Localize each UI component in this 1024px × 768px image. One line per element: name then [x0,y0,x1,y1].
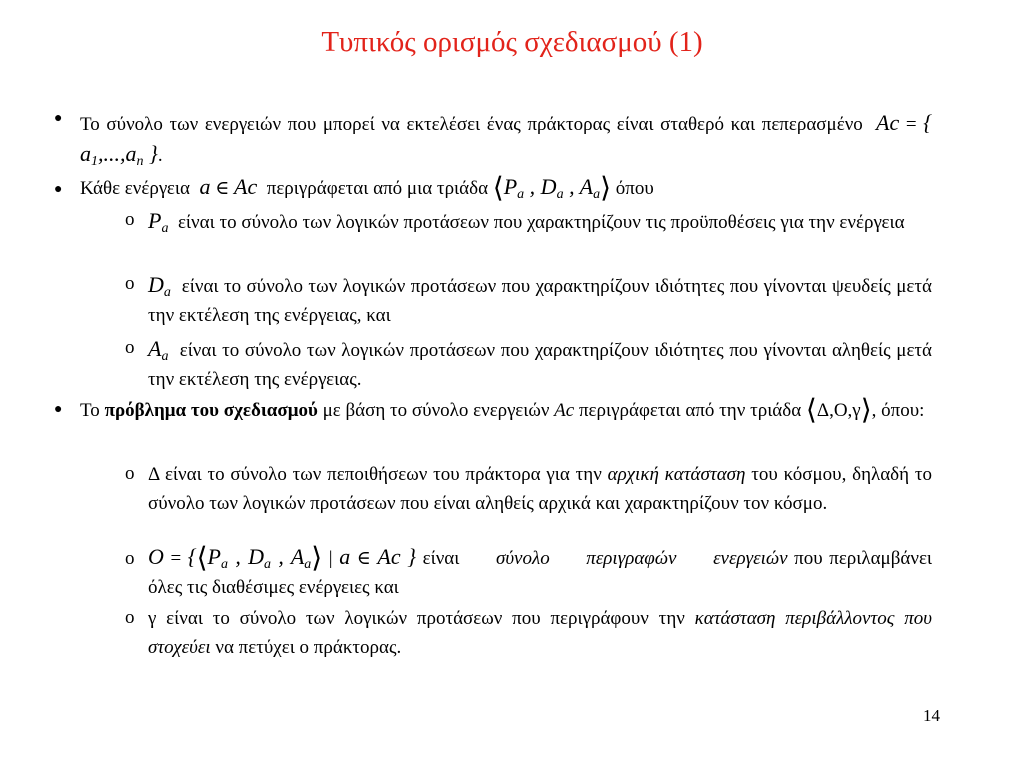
sub-item-pa: $P_a$ είναι το σύνολο των λογικών προτάσεων που χαρακτηρίζουν τις προϋποθέσεις για την ενέργεια [148,208,905,236]
sub-bullet-circle: o [125,337,135,358]
slide-title: Τυπικός ορισμός σχεδιασμού (1) [321,26,703,58]
sub-bullet-circle: o [125,607,135,628]
sub-bullet-circle: o [125,273,135,294]
planning-problem-term: πρόβλημα του σχεδιασμού [104,400,318,421]
bullet-dot: ● [54,111,63,126]
bullet-dot: ● [54,182,63,197]
bullet-3: Το πρόβλημα του σχεδιασμού με βάση το σύνολο ενεργειών Ac περιγράφεται από την τριάδα ⟨Δ,Ο,γ⟩, όπου: [80,395,925,426]
page-number: 14 [923,706,940,725]
sub-item-aa: $A_a$ είναι το σύνολο των λογικών προτάσεων που χαρακτηρίζουν ιδιότητες που γίνονται αληθείς μετά την εκτέλεση της ενέργειας. [148,336,933,390]
bullet-1-text: Το σύνολο των ενεργειών που μπορεί να εκτελέσει ένας πράκτορας είναι σταθερό και πεπερασμένο [80,114,863,135]
sub-bullet-circle: o [125,463,135,484]
sub-item-gamma: γ είναι το σύνολο των λογικών προτάσεων που περιγράφουν την κατάσταση περιβάλλοντος που στοχεύει να πετύχει ο πράκτορας. [148,608,933,658]
sub-bullet-circle: o [125,209,135,230]
ac-set-formula: Ac [876,110,900,135]
sub-item-da: $D_a$ είναι το σύνολο των λογικών προτάσεων που χαρακτηρίζουν ιδιότητες που γίνονται ψευδείς μετά την εκτέλεση της ενέργειας, και [148,272,933,326]
bullet-1: Το σύνολο των ενεργειών που μπορεί να εκτελέσει ένας πράκτορας είναι σταθερό και πεπερασμένο Ac = { $a_1,...,a_n$ }. [80,110,933,169]
sub-item-o: $O = \{⟨P_a$ , $D_a$ , $A_a⟩$ | a ∈ Ac } είναι σύνολο περιγραφών ενεργειών που περιλαμβάνει όλες τις διαθέσιμες ενέργειες και [148,543,933,598]
bullet-dot: ● [54,402,63,417]
bullet-2: Κάθε ενέργεια a ∈ Ac περιγράφεται από μια τριάδα $⟨P_a$ , $D_a$ , $A_a⟩$ όπου [80,173,654,204]
sub-item-delta: Δ είναι το σύνολο των πεποιθήσεων του πράκτορα για την αρχική κατάσταση του κόσμου, δηλαδή το σύνολο των λογικών προτάσεων που είναι αληθείς αρχικά και χαρακτηρίζουν τον κόσμο. [148,464,932,514]
sub-bullet-circle: o [125,548,135,569]
